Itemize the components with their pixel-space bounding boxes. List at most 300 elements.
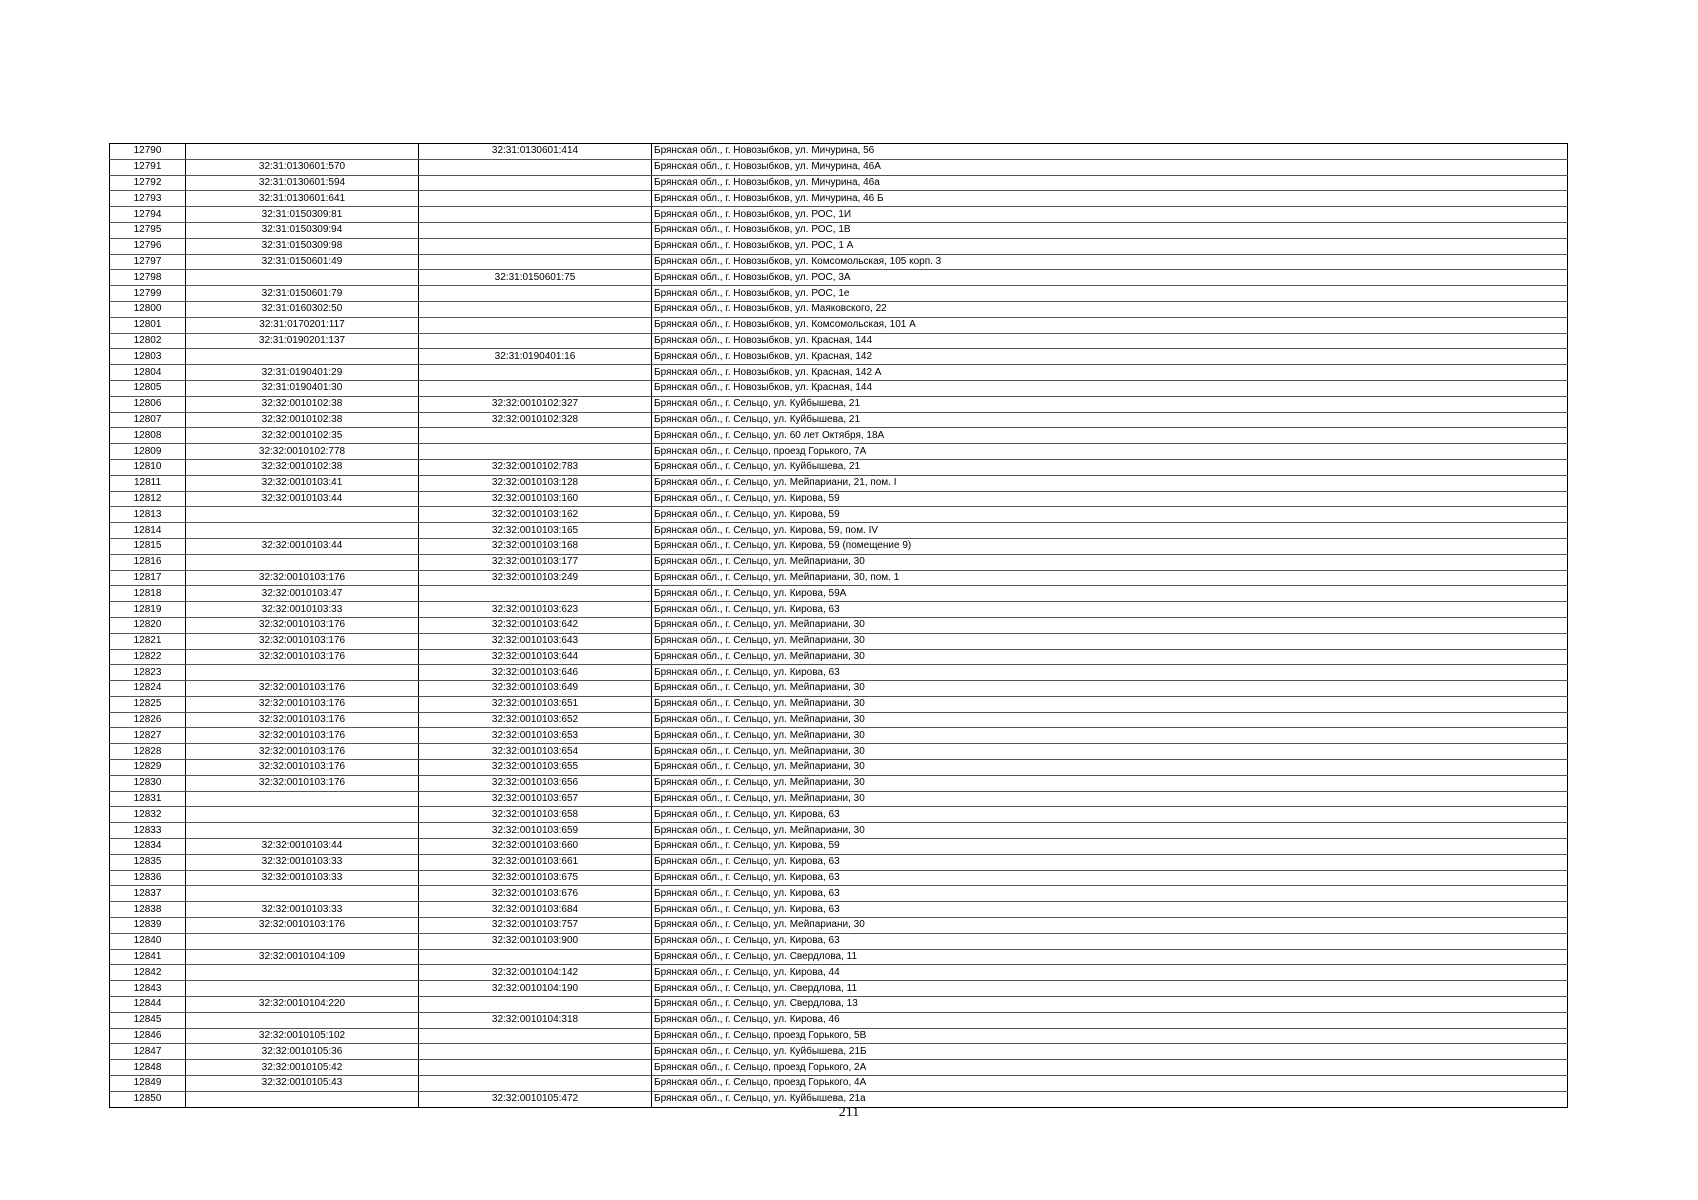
related-cadastral-number-cell: 32:32:0010103:249	[419, 570, 652, 586]
row-number-cell: 12821	[110, 633, 186, 649]
row-number-cell: 12795	[110, 222, 186, 238]
related-cadastral-number-cell	[419, 317, 652, 333]
cadastral-number-cell: 32:31:0150601:79	[186, 286, 419, 302]
row-number-cell: 12817	[110, 570, 186, 586]
address-cell: Брянская обл., г. Сельцо, ул. Кирова, 59	[652, 507, 1568, 523]
related-cadastral-number-cell: 32:32:0010102:327	[419, 396, 652, 412]
address-cell: Брянская обл., г. Сельцо, ул. Мейпариани, 30	[652, 744, 1568, 760]
related-cadastral-number-cell	[419, 949, 652, 965]
related-cadastral-number-cell	[419, 365, 652, 381]
cadastral-number-cell	[186, 270, 419, 286]
address-cell: Брянская обл., г. Сельцо, ул. Кирова, 44	[652, 965, 1568, 981]
table-row	[110, 744, 1568, 760]
row-number-cell: 12849	[110, 1076, 186, 1092]
cadastral-number-cell: 32:32:0010103:33	[186, 854, 419, 870]
cadastral-number-cell: 32:32:0010102:38	[186, 396, 419, 412]
related-cadastral-number-cell: 32:32:0010103:655	[419, 760, 652, 776]
row-number-cell: 12830	[110, 775, 186, 791]
cadastral-number-cell: 32:32:0010103:176	[186, 649, 419, 665]
table-row	[110, 523, 1568, 539]
table-row	[110, 712, 1568, 728]
cadastral-number-cell: 32:32:0010103:176	[186, 775, 419, 791]
table-row	[110, 602, 1568, 618]
address-cell: Брянская обл., г. Сельцо, ул. Мейпариани, 30	[652, 633, 1568, 649]
related-cadastral-number-cell: 32:32:0010103:644	[419, 649, 652, 665]
address-cell: Брянская обл., г. Сельцо, ул. Кирова, 63	[652, 665, 1568, 681]
cadastral-number-cell	[186, 981, 419, 997]
row-number-cell: 12820	[110, 617, 186, 633]
address-cell: Брянская обл., г. Сельцо, ул. Кирова, 63	[652, 870, 1568, 886]
table-row	[110, 507, 1568, 523]
row-number-cell: 12828	[110, 744, 186, 760]
row-number-cell: 12844	[110, 997, 186, 1013]
row-number-cell: 12840	[110, 933, 186, 949]
cadastral-number-cell	[186, 507, 419, 523]
related-cadastral-number-cell: 32:32:0010103:649	[419, 681, 652, 697]
related-cadastral-number-cell	[419, 254, 652, 270]
cadastral-number-cell: 32:32:0010104:109	[186, 949, 419, 965]
row-number-cell: 12793	[110, 191, 186, 207]
address-cell: Брянская обл., г. Сельцо, ул. Свердлова, 11	[652, 981, 1568, 997]
cadastral-number-cell: 32:32:0010103:176	[186, 760, 419, 776]
row-number-cell: 12812	[110, 491, 186, 507]
related-cadastral-number-cell: 32:31:0150601:75	[419, 270, 652, 286]
row-number-cell: 12794	[110, 207, 186, 223]
related-cadastral-number-cell: 32:32:0010103:177	[419, 554, 652, 570]
row-number-cell: 12798	[110, 270, 186, 286]
row-number-cell: 12813	[110, 507, 186, 523]
table-row	[110, 159, 1568, 175]
related-cadastral-number-cell: 32:32:0010103:623	[419, 602, 652, 618]
table-row	[110, 791, 1568, 807]
table-row	[110, 222, 1568, 238]
cadastral-number-cell: 32:32:0010103:33	[186, 902, 419, 918]
address-cell: Брянская обл., г. Сельцо, ул. Мейпариани, 30	[652, 712, 1568, 728]
related-cadastral-number-cell	[419, 333, 652, 349]
cadastral-number-cell: 32:32:0010103:33	[186, 602, 419, 618]
address-cell: Брянская обл., г. Сельцо, ул. Кирова, 59	[652, 839, 1568, 855]
table-row	[110, 870, 1568, 886]
row-number-cell: 12833	[110, 823, 186, 839]
table-row	[110, 823, 1568, 839]
cadastral-number-cell: 32:31:0150309:94	[186, 222, 419, 238]
related-cadastral-number-cell	[419, 1060, 652, 1076]
table-row	[110, 538, 1568, 554]
address-cell: Брянская обл., г. Новозыбков, ул. Мичурина, 46А	[652, 159, 1568, 175]
address-cell: Брянская обл., г. Новозыбков, ул. Комсомольская, 101 А	[652, 317, 1568, 333]
row-number-cell: 12819	[110, 602, 186, 618]
row-number-cell: 12816	[110, 554, 186, 570]
cadastral-number-cell: 32:32:0010102:778	[186, 444, 419, 460]
table-row	[110, 760, 1568, 776]
row-number-cell: 12835	[110, 854, 186, 870]
related-cadastral-number-cell: 32:32:0010103:165	[419, 523, 652, 539]
related-cadastral-number-cell: 32:32:0010103:651	[419, 696, 652, 712]
cadastral-number-cell: 32:32:0010103:44	[186, 839, 419, 855]
address-cell: Брянская обл., г. Сельцо, ул. Куйбышева, 21	[652, 396, 1568, 412]
row-number-cell: 12807	[110, 412, 186, 428]
address-cell: Брянская обл., г. Сельцо, ул. Кирова, 46	[652, 1012, 1568, 1028]
address-cell: Брянская обл., г. Сельцо, ул. Свердлова, 11	[652, 949, 1568, 965]
address-cell: Брянская обл., г. Новозыбков, ул. Красная, 142	[652, 349, 1568, 365]
cadastral-number-cell: 32:32:0010103:33	[186, 870, 419, 886]
cadastral-number-cell: 32:32:0010103:176	[186, 633, 419, 649]
table-row	[110, 444, 1568, 460]
row-number-cell: 12806	[110, 396, 186, 412]
row-number-cell: 12832	[110, 807, 186, 823]
address-cell: Брянская обл., г. Сельцо, ул. Кирова, 63	[652, 902, 1568, 918]
related-cadastral-number-cell	[419, 301, 652, 317]
related-cadastral-number-cell: 32:32:0010103:652	[419, 712, 652, 728]
address-cell: Брянская обл., г. Сельцо, ул. Кирова, 63	[652, 602, 1568, 618]
cadastral-number-cell	[186, 665, 419, 681]
row-number-cell: 12846	[110, 1028, 186, 1044]
table-row	[110, 238, 1568, 254]
table-row	[110, 286, 1568, 302]
row-number-cell: 12814	[110, 523, 186, 539]
table-row	[110, 475, 1568, 491]
row-number-cell: 12831	[110, 791, 186, 807]
table-row	[110, 1012, 1568, 1028]
address-cell: Брянская обл., г. Сельцо, ул. Куйбышева, 21	[652, 459, 1568, 475]
address-cell: Брянская обл., г. Новозыбков, ул. РОС, 3А	[652, 270, 1568, 286]
row-number-cell: 12826	[110, 712, 186, 728]
related-cadastral-number-cell	[419, 159, 652, 175]
address-cell: Брянская обл., г. Новозыбков, ул. Комсомольская, 105 корп. 3	[652, 254, 1568, 270]
cadastral-number-cell	[186, 1012, 419, 1028]
cadastral-number-cell: 32:32:0010103:176	[186, 696, 419, 712]
cadastral-number-cell: 32:32:0010103:176	[186, 918, 419, 934]
cadastral-number-cell: 32:32:0010103:176	[186, 681, 419, 697]
table-row	[110, 997, 1568, 1013]
address-cell: Брянская обл., г. Сельцо, проезд Горького, 2А	[652, 1060, 1568, 1076]
table-row	[110, 902, 1568, 918]
cadastral-number-cell: 32:31:0190201:137	[186, 333, 419, 349]
table-row	[110, 696, 1568, 712]
cadastral-number-cell: 32:32:0010102:35	[186, 428, 419, 444]
table-row	[110, 981, 1568, 997]
table-row	[110, 807, 1568, 823]
related-cadastral-number-cell	[419, 444, 652, 460]
related-cadastral-number-cell	[419, 380, 652, 396]
address-cell: Брянская обл., г. Новозыбков, ул. Маяковского, 22	[652, 301, 1568, 317]
related-cadastral-number-cell: 32:32:0010105:472	[419, 1091, 652, 1107]
cadastral-number-cell: 32:32:0010105:42	[186, 1060, 419, 1076]
related-cadastral-number-cell: 32:32:0010103:128	[419, 475, 652, 491]
related-cadastral-number-cell: 32:32:0010103:675	[419, 870, 652, 886]
row-number-cell: 12802	[110, 333, 186, 349]
related-cadastral-number-cell: 32:32:0010103:654	[419, 744, 652, 760]
address-cell: Брянская обл., г. Сельцо, ул. Мейпариани, 30	[652, 760, 1568, 776]
address-cell: Брянская обл., г. Сельцо, ул. Мейпариани, 30	[652, 649, 1568, 665]
table-row	[110, 554, 1568, 570]
cadastral-table	[109, 143, 1568, 1108]
address-cell: Брянская обл., г. Сельцо, ул. Мейпариани, 21, пом. I	[652, 475, 1568, 491]
table-row	[110, 1076, 1568, 1092]
row-number-cell: 12790	[110, 144, 186, 160]
row-number-cell: 12800	[110, 301, 186, 317]
table-row	[110, 665, 1568, 681]
address-cell: Брянская обл., г. Сельцо, ул. Мейпариани, 30, пом. 1	[652, 570, 1568, 586]
cadastral-number-cell: 32:32:0010103:176	[186, 728, 419, 744]
table-row	[110, 617, 1568, 633]
table-row	[110, 933, 1568, 949]
address-cell: Брянская обл., г. Сельцо, ул. Кирова, 59 (помещение 9)	[652, 538, 1568, 554]
table-row	[110, 681, 1568, 697]
related-cadastral-number-cell: 32:32:0010103:656	[419, 775, 652, 791]
related-cadastral-number-cell	[419, 1028, 652, 1044]
table-row	[110, 207, 1568, 223]
row-number-cell: 12825	[110, 696, 186, 712]
row-number-cell: 12805	[110, 380, 186, 396]
address-cell: Брянская обл., г. Сельцо, ул. Мейпариани, 30	[652, 554, 1568, 570]
row-number-cell: 12841	[110, 949, 186, 965]
row-number-cell: 12842	[110, 965, 186, 981]
row-number-cell: 12803	[110, 349, 186, 365]
table-row	[110, 333, 1568, 349]
cadastral-number-cell: 32:31:0170201:117	[186, 317, 419, 333]
table-row	[110, 175, 1568, 191]
row-number-cell: 12827	[110, 728, 186, 744]
row-number-cell: 12824	[110, 681, 186, 697]
address-cell: Брянская обл., г. Новозыбков, ул. Мичурина, 46 Б	[652, 191, 1568, 207]
address-cell: Брянская обл., г. Сельцо, ул. Куйбышева, 21	[652, 412, 1568, 428]
related-cadastral-number-cell: 32:32:0010103:757	[419, 918, 652, 934]
cadastral-number-cell: 32:32:0010103:176	[186, 712, 419, 728]
cadastral-number-cell: 32:31:0130601:594	[186, 175, 419, 191]
table-row	[110, 380, 1568, 396]
cadastral-number-cell	[186, 554, 419, 570]
table-row	[110, 775, 1568, 791]
cadastral-number-cell: 32:32:0010105:43	[186, 1076, 419, 1092]
table-row	[110, 254, 1568, 270]
cadastral-number-cell: 32:31:0190401:29	[186, 365, 419, 381]
address-cell: Брянская обл., г. Сельцо, ул. Мейпариани, 30	[652, 918, 1568, 934]
table-row	[110, 1044, 1568, 1060]
address-cell: Брянская обл., г. Новозыбков, ул. РОС, 1В	[652, 222, 1568, 238]
address-cell: Брянская обл., г. Сельцо, проезд Горького, 5В	[652, 1028, 1568, 1044]
table-row	[110, 854, 1568, 870]
table-row	[110, 412, 1568, 428]
related-cadastral-number-cell: 32:32:0010104:318	[419, 1012, 652, 1028]
address-cell: Брянская обл., г. Сельцо, ул. Кирова, 63	[652, 886, 1568, 902]
table-row	[110, 1028, 1568, 1044]
address-cell: Брянская обл., г. Сельцо, ул. Кирова, 63	[652, 854, 1568, 870]
related-cadastral-number-cell	[419, 586, 652, 602]
row-number-cell: 12823	[110, 665, 186, 681]
table-row	[110, 570, 1568, 586]
cadastral-number-cell	[186, 791, 419, 807]
table-row	[110, 965, 1568, 981]
address-cell: Брянская обл., г. Сельцо, ул. Мейпариани, 30	[652, 775, 1568, 791]
address-cell: Брянская обл., г. Сельцо, ул. Кирова, 59А	[652, 586, 1568, 602]
row-number-cell: 12836	[110, 870, 186, 886]
related-cadastral-number-cell: 32:32:0010104:190	[419, 981, 652, 997]
address-cell: Брянская обл., г. Новозыбков, ул. РОС, 1е	[652, 286, 1568, 302]
cadastral-number-cell: 32:32:0010105:102	[186, 1028, 419, 1044]
row-number-cell: 12848	[110, 1060, 186, 1076]
related-cadastral-number-cell	[419, 997, 652, 1013]
related-cadastral-number-cell	[419, 1076, 652, 1092]
related-cadastral-number-cell: 32:31:0190401:16	[419, 349, 652, 365]
row-number-cell: 12845	[110, 1012, 186, 1028]
cadastral-number-cell	[186, 965, 419, 981]
row-number-cell: 12834	[110, 839, 186, 855]
row-number-cell: 12837	[110, 886, 186, 902]
related-cadastral-number-cell	[419, 238, 652, 254]
related-cadastral-number-cell: 32:32:0010103:162	[419, 507, 652, 523]
related-cadastral-number-cell: 32:32:0010102:328	[419, 412, 652, 428]
row-number-cell: 12799	[110, 286, 186, 302]
related-cadastral-number-cell: 32:32:0010103:658	[419, 807, 652, 823]
related-cadastral-number-cell	[419, 207, 652, 223]
related-cadastral-number-cell	[419, 191, 652, 207]
table-row	[110, 396, 1568, 412]
table-row	[110, 428, 1568, 444]
cadastral-number-cell: 32:32:0010103:47	[186, 586, 419, 602]
related-cadastral-number-cell: 32:32:0010103:659	[419, 823, 652, 839]
cadastral-number-cell: 32:32:0010102:38	[186, 412, 419, 428]
table-row	[110, 317, 1568, 333]
related-cadastral-number-cell: 32:32:0010103:160	[419, 491, 652, 507]
row-number-cell: 12811	[110, 475, 186, 491]
related-cadastral-number-cell: 32:32:0010102:783	[419, 459, 652, 475]
cadastral-number-cell: 32:32:0010105:36	[186, 1044, 419, 1060]
related-cadastral-number-cell: 32:32:0010103:900	[419, 933, 652, 949]
related-cadastral-number-cell: 32:32:0010104:142	[419, 965, 652, 981]
table-row	[110, 839, 1568, 855]
related-cadastral-number-cell	[419, 428, 652, 444]
related-cadastral-number-cell	[419, 175, 652, 191]
row-number-cell: 12791	[110, 159, 186, 175]
address-cell: Брянская обл., г. Сельцо, ул. Свердлова, 13	[652, 997, 1568, 1013]
row-number-cell: 12815	[110, 538, 186, 554]
table-row	[110, 649, 1568, 665]
table-row	[110, 949, 1568, 965]
address-cell: Брянская обл., г. Сельцо, ул. Кирова, 63	[652, 807, 1568, 823]
row-number-cell: 12843	[110, 981, 186, 997]
table-row	[110, 728, 1568, 744]
cadastral-number-cell: 32:31:0150309:98	[186, 238, 419, 254]
row-number-cell: 12804	[110, 365, 186, 381]
cadastral-number-cell	[186, 933, 419, 949]
address-cell: Брянская обл., г. Сельцо, ул. Мейпариани, 30	[652, 728, 1568, 744]
table-row	[110, 365, 1568, 381]
related-cadastral-number-cell	[419, 222, 652, 238]
address-cell: Брянская обл., г. Сельцо, проезд Горького, 4А	[652, 1076, 1568, 1092]
address-cell: Брянская обл., г. Новозыбков, ул. Мичурина, 56	[652, 144, 1568, 160]
related-cadastral-number-cell: 32:32:0010103:661	[419, 854, 652, 870]
cadastral-number-cell	[186, 349, 419, 365]
table-row	[110, 491, 1568, 507]
table-row	[110, 270, 1568, 286]
address-cell: Брянская обл., г. Сельцо, ул. Кирова, 63	[652, 933, 1568, 949]
table-row	[110, 586, 1568, 602]
related-cadastral-number-cell: 32:32:0010103:646	[419, 665, 652, 681]
cadastral-number-cell: 32:31:0190401:30	[186, 380, 419, 396]
related-cadastral-number-cell: 32:32:0010103:643	[419, 633, 652, 649]
row-number-cell: 12810	[110, 459, 186, 475]
cadastral-number-cell: 32:31:0130601:570	[186, 159, 419, 175]
row-number-cell: 12809	[110, 444, 186, 460]
table-row	[110, 918, 1568, 934]
table-row	[110, 191, 1568, 207]
related-cadastral-number-cell	[419, 286, 652, 302]
address-cell: Брянская обл., г. Сельцо, ул. Куйбышева, 21Б	[652, 1044, 1568, 1060]
related-cadastral-number-cell: 32:32:0010103:660	[419, 839, 652, 855]
table-row	[110, 144, 1568, 160]
address-cell: Брянская обл., г. Сельцо, ул. Мейпариани, 30	[652, 617, 1568, 633]
row-number-cell: 12792	[110, 175, 186, 191]
address-cell: Брянская обл., г. Новозыбков, ул. Красная, 142 А	[652, 365, 1568, 381]
row-number-cell: 12822	[110, 649, 186, 665]
row-number-cell: 12801	[110, 317, 186, 333]
row-number-cell: 12818	[110, 586, 186, 602]
cadastral-number-cell: 32:32:0010103:41	[186, 475, 419, 491]
cadastral-number-cell: 32:31:0150601:49	[186, 254, 419, 270]
address-cell: Брянская обл., г. Сельцо, ул. Куйбышева, 21а	[652, 1091, 1568, 1107]
cadastral-number-cell: 32:32:0010103:44	[186, 538, 419, 554]
page-number: 211	[838, 1105, 860, 1120]
address-cell: Брянская обл., г. Новозыбков, ул. РОС, 1И	[652, 207, 1568, 223]
row-number-cell: 12808	[110, 428, 186, 444]
table-row	[110, 633, 1568, 649]
cadastral-number-cell: 32:32:0010104:220	[186, 997, 419, 1013]
cadastral-number-cell	[186, 823, 419, 839]
related-cadastral-number-cell: 32:32:0010103:642	[419, 617, 652, 633]
cadastral-number-cell: 32:32:0010103:44	[186, 491, 419, 507]
related-cadastral-number-cell: 32:32:0010103:168	[419, 538, 652, 554]
row-number-cell: 12829	[110, 760, 186, 776]
cadastral-number-cell	[186, 807, 419, 823]
row-number-cell: 12797	[110, 254, 186, 270]
table-row	[110, 1060, 1568, 1076]
related-cadastral-number-cell: 32:32:0010103:657	[419, 791, 652, 807]
related-cadastral-number-cell: 32:31:0130601:414	[419, 144, 652, 160]
cadastral-number-cell	[186, 886, 419, 902]
cadastral-number-cell: 32:32:0010103:176	[186, 744, 419, 760]
cadastral-number-cell: 32:32:0010103:176	[186, 570, 419, 586]
cadastral-number-cell: 32:31:0130601:641	[186, 191, 419, 207]
cadastral-table-body	[110, 144, 1568, 1108]
address-cell: Брянская обл., г. Новозыбков, ул. Красная, 144	[652, 380, 1568, 396]
address-cell: Брянская обл., г. Сельцо, ул. Кирова, 59	[652, 491, 1568, 507]
row-number-cell: 12839	[110, 918, 186, 934]
address-cell: Брянская обл., г. Новозыбков, ул. Красная, 144	[652, 333, 1568, 349]
cadastral-number-cell	[186, 144, 419, 160]
row-number-cell: 12850	[110, 1091, 186, 1107]
address-cell: Брянская обл., г. Сельцо, ул. Мейпариани, 30	[652, 791, 1568, 807]
table-row	[110, 301, 1568, 317]
related-cadastral-number-cell: 32:32:0010103:676	[419, 886, 652, 902]
address-cell: Брянская обл., г. Новозыбков, ул. Мичурина, 46а	[652, 175, 1568, 191]
cadastral-number-cell: 32:31:0150309:81	[186, 207, 419, 223]
address-cell: Брянская обл., г. Сельцо, ул. Мейпариани, 30	[652, 681, 1568, 697]
related-cadastral-number-cell	[419, 1044, 652, 1060]
address-cell: Брянская обл., г. Сельцо, ул. Мейпариани, 30	[652, 696, 1568, 712]
table-row	[110, 459, 1568, 475]
related-cadastral-number-cell: 32:32:0010103:653	[419, 728, 652, 744]
address-cell: Брянская обл., г. Сельцо, ул. Кирова, 59, пом. IV	[652, 523, 1568, 539]
cadastral-number-cell: 32:31:0160302:50	[186, 301, 419, 317]
address-cell: Брянская обл., г. Сельцо, ул. 60 лет Октября, 18А	[652, 428, 1568, 444]
cadastral-number-cell: 32:32:0010102:38	[186, 459, 419, 475]
address-cell: Брянская обл., г. Новозыбков, ул. РОС, 1 А	[652, 238, 1568, 254]
cadastral-number-cell	[186, 523, 419, 539]
table-row	[110, 349, 1568, 365]
row-number-cell: 12847	[110, 1044, 186, 1060]
cadastral-number-cell: 32:32:0010103:176	[186, 617, 419, 633]
